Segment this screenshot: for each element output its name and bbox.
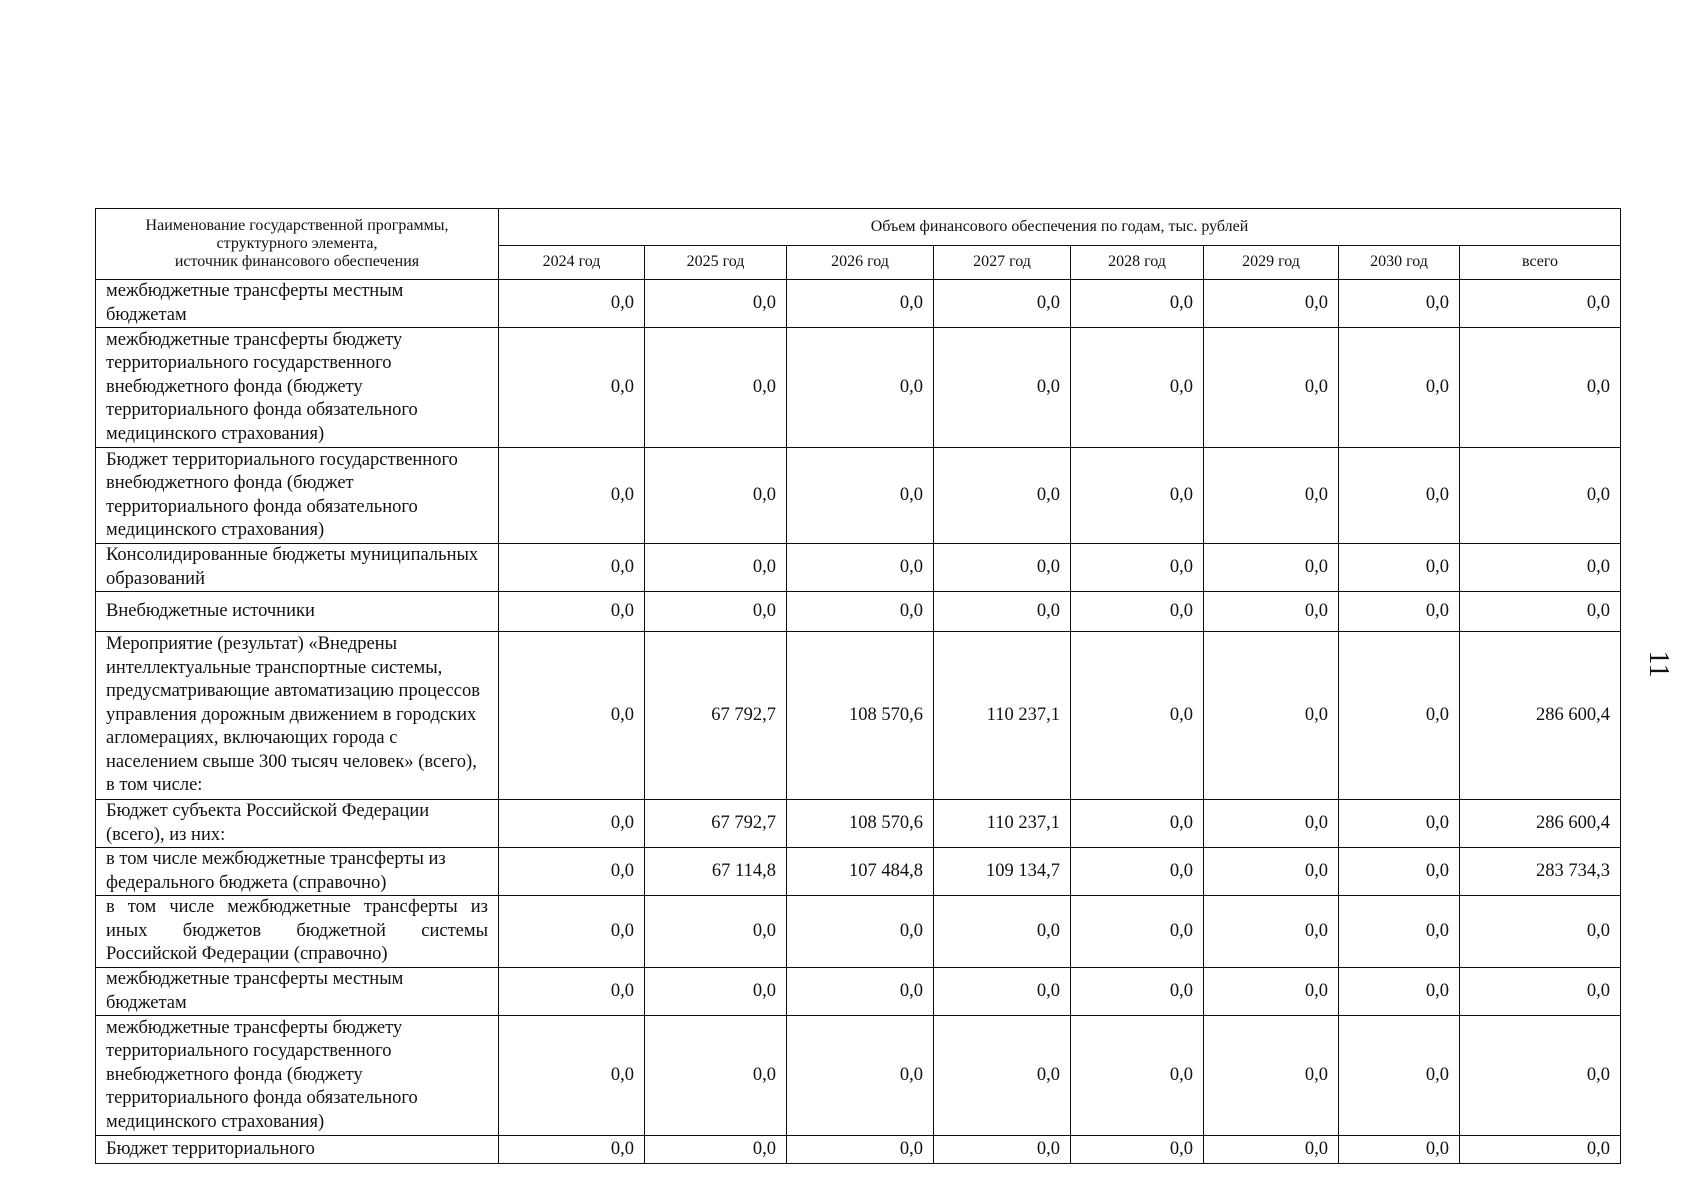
row-year-value: 67 792,7	[645, 632, 787, 800]
row-year-value: 0,0	[499, 896, 645, 968]
row-total-value: 283 734,3	[1460, 848, 1621, 896]
row-year-value: 0,0	[1071, 280, 1204, 328]
header-year: 2030 год	[1339, 245, 1460, 279]
row-name: межбюджетные трансферты местным бюджетам	[96, 280, 499, 328]
row-year-value: 0,0	[1071, 1136, 1204, 1164]
row-year-value: 0,0	[499, 592, 645, 632]
header-name-line: структурного элемента,	[216, 235, 378, 252]
row-year-value: 0,0	[1204, 328, 1339, 448]
row-year-value: 0,0	[645, 280, 787, 328]
row-year-value: 0,0	[1204, 1136, 1339, 1164]
row-year-value: 0,0	[1071, 968, 1204, 1016]
row-year-value: 0,0	[934, 592, 1071, 632]
row-year-value: 0,0	[499, 848, 645, 896]
row-year-value: 67 792,7	[645, 800, 787, 848]
row-year-value: 0,0	[645, 1016, 787, 1136]
table-row	[96, 280, 1621, 328]
row-year-value: 0,0	[934, 448, 1071, 544]
row-name: Внебюджетные источники	[96, 592, 499, 632]
row-name: Бюджет территориального государственного внебюджетного фонда (бюджет территориального фонда обязательного медицинского страхования)	[96, 448, 499, 544]
table-row	[96, 1136, 1621, 1164]
header-financing-volume: Объем финансового обеспечения по годам, тыс. рублей	[499, 209, 1621, 246]
row-name: межбюджетные трансферты бюджету территориального государственного внебюджетного фонда (бюджету территориального фонда обязательного медицинского страхования)	[96, 1016, 499, 1136]
row-year-value: 0,0	[1339, 448, 1460, 544]
row-year-value: 0,0	[934, 1016, 1071, 1136]
row-total-value: 0,0	[1460, 1136, 1621, 1164]
row-total-value: 0,0	[1460, 896, 1621, 968]
row-name: межбюджетные трансферты бюджету территориального государственного внебюджетного фонда (бюджету территориального фонда обязательного медицинского страхования)	[96, 328, 499, 448]
row-year-value: 0,0	[787, 280, 934, 328]
row-year-value: 0,0	[787, 544, 934, 592]
row-total-value: 0,0	[1460, 1016, 1621, 1136]
header-total: всего	[1460, 245, 1621, 279]
row-year-value: 0,0	[934, 328, 1071, 448]
header-year: 2025 год	[645, 245, 787, 279]
row-year-value: 0,0	[1339, 544, 1460, 592]
header-name-column	[96, 209, 499, 280]
row-total-value: 0,0	[1460, 544, 1621, 592]
row-year-value: 110 237,1	[934, 800, 1071, 848]
row-total-value: 0,0	[1460, 328, 1621, 448]
row-name: в том числе межбюджетные трансферты из иных бюджетов бюджетной системы Российской Федерации (справочно)	[96, 896, 499, 968]
row-year-value: 0,0	[1339, 968, 1460, 1016]
row-total-value: 0,0	[1460, 448, 1621, 544]
row-year-value: 107 484,8	[787, 848, 934, 896]
row-name: Консолидированные бюджеты муниципальных образований	[96, 544, 499, 592]
row-year-value: 0,0	[499, 280, 645, 328]
row-name: Мероприятие (результат) «Внедрены интеллектуальные транспортные системы, предусматривающие автоматизацию процессов управления дорожным движением в городских агломерациях, включающих города с населением свыше 300 тысяч человек» (всего), в том числе:	[96, 632, 499, 800]
table-row	[96, 448, 1621, 544]
row-year-value: 0,0	[1204, 896, 1339, 968]
row-year-value: 110 237,1	[934, 632, 1071, 800]
row-year-value: 0,0	[934, 1136, 1071, 1164]
row-year-value: 0,0	[934, 896, 1071, 968]
table-row	[96, 328, 1621, 448]
row-year-value: 109 134,7	[934, 848, 1071, 896]
row-name: Бюджет территориального	[96, 1136, 499, 1164]
table-row	[96, 848, 1621, 896]
row-year-value: 0,0	[1339, 280, 1460, 328]
row-year-value: 0,0	[1071, 1016, 1204, 1136]
row-year-value: 0,0	[499, 800, 645, 848]
row-year-value: 0,0	[499, 544, 645, 592]
table-row	[96, 1016, 1621, 1136]
row-year-value: 0,0	[499, 632, 645, 800]
row-year-value: 0,0	[787, 968, 934, 1016]
row-year-value: 0,0	[1339, 328, 1460, 448]
row-year-value: 0,0	[499, 328, 645, 448]
header-year: 2026 год	[787, 245, 934, 279]
row-year-value: 0,0	[645, 968, 787, 1016]
row-year-value: 108 570,6	[787, 632, 934, 800]
row-year-value: 0,0	[499, 968, 645, 1016]
row-year-value: 108 570,6	[787, 800, 934, 848]
row-year-value: 0,0	[1204, 1016, 1339, 1136]
row-year-value: 0,0	[645, 592, 787, 632]
row-year-value: 0,0	[787, 592, 934, 632]
row-year-value: 0,0	[645, 328, 787, 448]
row-year-value: 0,0	[934, 280, 1071, 328]
row-name: Бюджет субъекта Российской Федерации (всего), из них:	[96, 800, 499, 848]
row-year-value: 0,0	[787, 328, 934, 448]
page-number: 11	[1643, 650, 1674, 678]
table-row	[96, 968, 1621, 1016]
header-year: 2029 год	[1204, 245, 1339, 279]
row-year-value: 0,0	[1071, 448, 1204, 544]
row-total-value: 286 600,4	[1460, 800, 1621, 848]
row-year-value: 0,0	[499, 448, 645, 544]
row-year-value: 0,0	[1071, 632, 1204, 800]
row-year-value: 0,0	[1071, 328, 1204, 448]
row-year-value: 0,0	[1339, 592, 1460, 632]
row-year-value: 0,0	[787, 1016, 934, 1136]
row-year-value: 0,0	[1339, 632, 1460, 800]
row-year-value: 0,0	[1071, 544, 1204, 592]
row-year-value: 0,0	[1339, 896, 1460, 968]
row-year-value: 0,0	[934, 968, 1071, 1016]
row-year-value: 0,0	[645, 448, 787, 544]
table-row	[96, 896, 1621, 968]
row-name: межбюджетные трансферты местным бюджетам	[96, 968, 499, 1016]
row-year-value: 0,0	[645, 1136, 787, 1164]
row-year-value: 0,0	[645, 544, 787, 592]
row-year-value: 0,0	[1204, 448, 1339, 544]
row-year-value: 0,0	[1204, 280, 1339, 328]
row-year-value: 0,0	[1204, 968, 1339, 1016]
table-row	[96, 800, 1621, 848]
header-year: 2027 год	[934, 245, 1071, 279]
table-row	[96, 592, 1621, 632]
row-year-value: 0,0	[787, 448, 934, 544]
row-year-value: 0,0	[499, 1016, 645, 1136]
row-year-value: 0,0	[499, 1136, 645, 1164]
row-total-value: 286 600,4	[1460, 632, 1621, 800]
row-year-value: 0,0	[1071, 848, 1204, 896]
header-name-line: источник финансового обеспечения	[174, 253, 420, 270]
row-year-value: 0,0	[787, 896, 934, 968]
row-total-value: 0,0	[1460, 280, 1621, 328]
row-year-value: 0,0	[787, 1136, 934, 1164]
row-year-value: 0,0	[1071, 896, 1204, 968]
row-year-value: 0,0	[1339, 800, 1460, 848]
row-year-value: 0,0	[1204, 592, 1339, 632]
row-year-value: 0,0	[934, 544, 1071, 592]
row-year-value: 0,0	[1071, 800, 1204, 848]
header-year: 2028 год	[1071, 245, 1204, 279]
row-year-value: 0,0	[1204, 632, 1339, 800]
row-year-value: 67 114,8	[645, 848, 787, 896]
row-year-value: 0,0	[1204, 800, 1339, 848]
row-year-value: 0,0	[1071, 592, 1204, 632]
row-year-value: 0,0	[645, 896, 787, 968]
table-row	[96, 544, 1621, 592]
row-total-value: 0,0	[1460, 968, 1621, 1016]
row-year-value: 0,0	[1339, 1016, 1460, 1136]
row-name: в том числе межбюджетные трансферты из федерального бюджета (справочно)	[96, 848, 499, 896]
row-total-value: 0,0	[1460, 592, 1621, 632]
table-row	[96, 632, 1621, 800]
financing-table	[95, 208, 1621, 1164]
row-year-value: 0,0	[1204, 544, 1339, 592]
header-name-line: Наименование государственной программы,	[145, 217, 449, 234]
header-year: 2024 год	[499, 245, 645, 279]
row-year-value: 0,0	[1339, 848, 1460, 896]
row-year-value: 0,0	[1204, 848, 1339, 896]
row-year-value: 0,0	[1339, 1136, 1460, 1164]
